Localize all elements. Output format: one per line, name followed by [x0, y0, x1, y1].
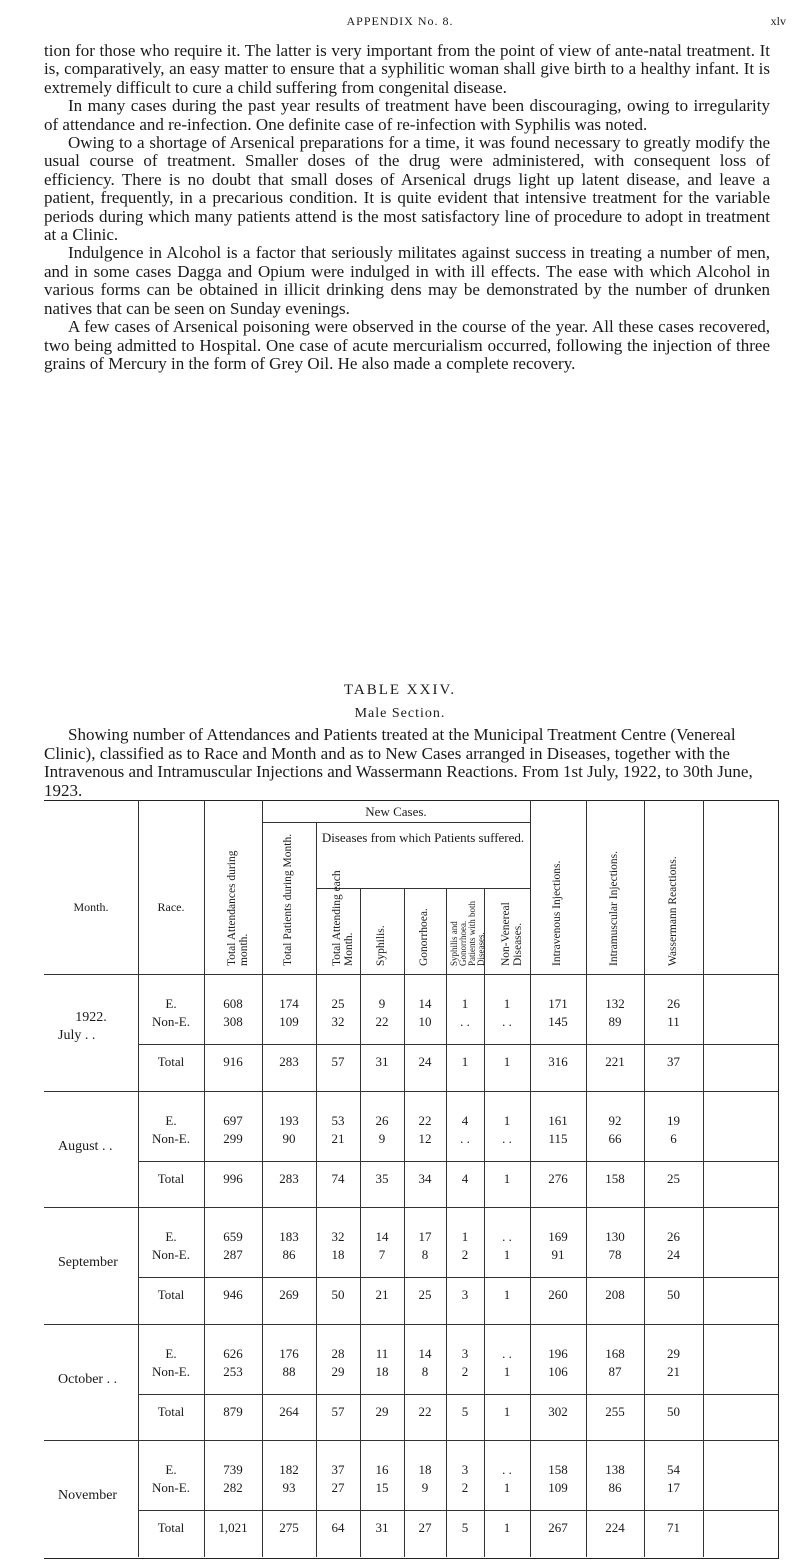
table-cell: 132 [605, 996, 625, 1011]
column-header: Wassermann Reactions. [666, 856, 679, 966]
table-cell: . . [502, 1462, 512, 1478]
table-cell: 1 [503, 1170, 511, 1186]
table-cell: 26 [667, 1229, 680, 1245]
table-cell: Non-E. [152, 1363, 190, 1379]
table-cell: Non-E. [152, 1247, 190, 1263]
table-cell: 25 [331, 996, 345, 1011]
table-cell: 169 [548, 1229, 568, 1245]
table-cell: 174 [279, 996, 299, 1011]
table-cell: 11 [667, 1014, 680, 1029]
table-cell: 916 [223, 1054, 243, 1069]
table-cell: 1 [503, 1054, 511, 1069]
table-cell: 91 [551, 1247, 565, 1263]
table-cell: 739 [223, 1462, 243, 1478]
table-cell: 87 [608, 1363, 622, 1379]
table-cell: 109 [279, 1014, 299, 1029]
table-cell: 1 [461, 1054, 469, 1069]
table-cell: 37 [331, 1462, 345, 1478]
table-cell: 14 [418, 996, 432, 1011]
table-cell: 276 [548, 1170, 568, 1186]
table-cell: 24 [667, 1247, 680, 1263]
month-label: July . . [58, 1028, 96, 1043]
table-cell: 158 [605, 1170, 625, 1186]
table-cell: 26 [667, 996, 680, 1011]
statistics-table [44, 800, 780, 1559]
table-cell: 17 [418, 1229, 432, 1245]
column-header: Intravenous Injections. [551, 860, 563, 966]
table-cell: 275 [279, 1520, 299, 1536]
table-cell: E. [165, 1345, 177, 1361]
table-cell: 22 [375, 1014, 389, 1029]
table-cell: 138 [605, 1462, 625, 1478]
table-caption: Showing number of Attendances and Patients treated at the Municipal Treatment Centre (Venereal Clinic), classified as to Race and Month and as to New Cases arranged in Diseases, together with the Intravenous and Intramuscular Injections and Wassermann Reactions. From 1st July, 1922, to 30th June, 1923. [44, 725, 753, 800]
table-cell: Total [157, 1287, 185, 1303]
table-title: TABLE XXIV. [343, 682, 457, 698]
table-cell: 32 [331, 1014, 345, 1029]
table-cell: . . [460, 1014, 470, 1029]
table-cell: 22 [418, 1403, 432, 1419]
table-cell: 26 [375, 1112, 389, 1128]
column-rule [360, 888, 361, 1557]
table-cell: 18 [375, 1363, 389, 1379]
table-cell: 86 [608, 1480, 622, 1496]
table-cell: 283 [279, 1170, 299, 1186]
column-header: Diseases from which Patients suffered. [321, 830, 525, 845]
table-cell: Non-E. [152, 1480, 190, 1496]
table-cell: Non-E. [152, 1014, 190, 1029]
table-cell: 21 [331, 1130, 345, 1146]
table-cell: 34 [418, 1170, 432, 1186]
table-cell: 879 [223, 1403, 243, 1419]
table-cell: 299 [223, 1130, 243, 1146]
table-cell: 697 [223, 1112, 243, 1128]
table-cell: 260 [548, 1287, 568, 1303]
table-cell: 57 [331, 1054, 345, 1069]
table-cell: 193 [279, 1112, 299, 1128]
table-cell: 1 [503, 1520, 511, 1536]
table-cell: 24 [418, 1054, 432, 1069]
column-header: Total Patients during Month. [282, 833, 294, 966]
table-cell: 2 [461, 1363, 469, 1379]
table-cell: 224 [605, 1520, 625, 1536]
total-rule [138, 1394, 778, 1395]
table-cell: 255 [605, 1403, 625, 1419]
table-cell: 145 [548, 1014, 568, 1029]
total-rule [138, 1044, 778, 1045]
table-cell: 54 [667, 1462, 680, 1478]
table-cell: 109 [548, 1480, 568, 1496]
table-cell: 287 [223, 1247, 243, 1263]
block-rule [44, 1207, 778, 1208]
column-header: Total Attending each Month. [331, 870, 355, 966]
table-cell: 282 [223, 1480, 243, 1496]
table-cell: 32 [331, 1229, 345, 1245]
column-rule [703, 800, 704, 1557]
table-cell: 22 [418, 1112, 432, 1128]
table-cell: 74 [331, 1170, 345, 1186]
table-cell: 64 [331, 1520, 345, 1536]
table-cell: 29 [331, 1363, 345, 1379]
table-cell: 182 [279, 1462, 299, 1478]
table-cell: 3 [461, 1462, 469, 1478]
table-cell: Total [157, 1403, 185, 1419]
table-cell: 53 [331, 1112, 345, 1128]
table-cell: 25 [667, 1170, 680, 1186]
month-label: August . . [58, 1138, 113, 1154]
table-cell: 267 [548, 1520, 568, 1536]
table-cell: 996 [223, 1170, 243, 1186]
table-cell: 27 [418, 1520, 432, 1536]
table-cell: 1 [503, 996, 511, 1011]
table-cell: 1,021 [218, 1520, 248, 1536]
table-cell: 15 [375, 1480, 389, 1496]
column-rule [484, 888, 485, 1557]
table-cell: 608 [223, 996, 243, 1011]
table-cell: E. [165, 1462, 177, 1478]
table-cell: 90 [282, 1130, 296, 1146]
table-cell: 35 [375, 1170, 389, 1186]
column-header: Race. [157, 900, 185, 914]
table-cell: 302 [548, 1403, 568, 1419]
table-cell: 2 [461, 1480, 469, 1496]
table-cell: 92 [608, 1112, 622, 1128]
table-cell: 3 [461, 1345, 469, 1361]
table-cell: 168 [605, 1345, 625, 1361]
total-rule [138, 1510, 778, 1511]
table-cell: 308 [223, 1014, 243, 1029]
table-cell: Non-E. [152, 1130, 190, 1146]
table-cell: E. [165, 996, 177, 1011]
table-cell: 18 [331, 1247, 345, 1263]
column-header: Total Attendances during month. [226, 850, 250, 966]
table-cell: 21 [667, 1363, 680, 1379]
table-cell: 86 [282, 1247, 296, 1263]
column-header: New Cases. [365, 804, 427, 819]
table-cell: . . [502, 1130, 512, 1146]
table-cell: 1 [503, 1287, 511, 1303]
table-subtitle: Male Section. [354, 706, 446, 721]
table-cell: 2 [461, 1247, 469, 1263]
table-cell: 27 [331, 1480, 345, 1496]
table-cell: 16 [375, 1462, 389, 1478]
page-number: xlv [770, 14, 786, 28]
table-cell: 11 [375, 1345, 389, 1361]
column-header: Gonorrhoea. [418, 908, 430, 966]
table-cell: 171 [548, 996, 568, 1011]
month-year: 1922. [75, 1010, 107, 1025]
header-rule [262, 822, 530, 823]
table-cell: . . [502, 1014, 512, 1029]
table-cell: 208 [605, 1287, 625, 1303]
table-cell: 316 [548, 1054, 568, 1069]
table-cell: Total [157, 1520, 185, 1536]
table-cell: 626 [223, 1345, 243, 1361]
column-header: Syphilis. [375, 925, 387, 966]
table-cell: 50 [331, 1287, 345, 1303]
table-cell: 29 [375, 1403, 389, 1419]
table-cell: 19 [667, 1112, 680, 1128]
table-cell: 12 [418, 1130, 432, 1146]
total-rule [138, 1277, 778, 1278]
table-cell: 29 [667, 1345, 680, 1361]
table-cell: 1 [461, 996, 469, 1011]
table-cell: 21 [375, 1287, 389, 1303]
table-cell: 5 [461, 1403, 469, 1419]
total-rule [138, 1161, 778, 1162]
table-cell: 283 [279, 1054, 299, 1069]
table-cell: 10 [418, 1014, 432, 1029]
table-cell: . . [502, 1345, 512, 1361]
table-cell: 183 [279, 1229, 299, 1245]
table-cell: 50 [667, 1403, 680, 1419]
table-cell: 14 [418, 1345, 432, 1361]
column-header: Non-Venereal Diseases. [500, 902, 524, 966]
paragraph: tion for those who require it. The latter is very important from the point of view of ante-natal treatment. It is, comparatively, an easy matter to ensure that a syphilitic woman shall give birth to a healthy infant. It is extremely difficult to cure a child suffering from congenital disease. [44, 41, 770, 97]
column-header: Month. [73, 900, 109, 914]
month-label: October . . [58, 1371, 118, 1387]
paragraph: A few cases of Arsenical poisoning were observed in the course of the year. All these cases recovered, two being admitted to Hospital. One case of acute mercurialism occurred, following the injection of three grains of Mercury in the form of Grey Oil. He also made a complete recovery. [44, 317, 770, 373]
table-cell: . . [502, 1229, 512, 1245]
table-cell: 1 [503, 1112, 511, 1128]
month-label: November [58, 1488, 118, 1504]
table-cell: 130 [605, 1229, 625, 1245]
block-rule [44, 1324, 778, 1325]
table-cell: 5 [461, 1520, 469, 1536]
table-cell: 8 [421, 1363, 429, 1379]
table-cell: 25 [418, 1287, 432, 1303]
table-cell: 253 [223, 1363, 243, 1379]
paragraph: In many cases during the past year results of treatment have been discouraging, owing to irregularity of attendance and re-infection. One definite case of re-infection with Syphilis was noted. [44, 96, 770, 134]
table-cell: 269 [279, 1287, 299, 1303]
table-cell: 78 [608, 1247, 622, 1263]
column-rule [446, 888, 447, 1557]
table-cell: 9 [378, 996, 386, 1011]
block-rule [44, 1091, 778, 1092]
column-header: Syphilis and Gonorrhoea. Patients with both Diseases. [449, 901, 486, 966]
table-cell: 176 [279, 1345, 299, 1361]
table-cell: 9 [421, 1480, 429, 1496]
table-cell: 4 [461, 1170, 469, 1186]
table-cell: 37 [667, 1054, 680, 1069]
table-cell: 1 [461, 1229, 469, 1245]
table-cell: 4 [461, 1112, 469, 1128]
table-cell: 221 [605, 1054, 625, 1069]
column-rule [316, 822, 317, 1557]
table-cell: 161 [548, 1112, 568, 1128]
column-rule [404, 888, 405, 1557]
table-cell: 9 [378, 1130, 386, 1146]
body-text [44, 42, 770, 373]
table-cell: 1 [503, 1363, 511, 1379]
table-cell: 6 [670, 1130, 677, 1146]
month-label: September [58, 1255, 118, 1271]
table-cell: 196 [548, 1345, 568, 1361]
page-header [0, 14, 800, 34]
table-cell: Total [157, 1054, 185, 1069]
paragraph: Indulgence in Alcohol is a factor that seriously militates against success in treating a number of men, and in some cases Dagga and Opium were indulged in with ill effects. The ease with which Alcohol in various forms can be obtained in illicit drinking dens may be demonstrated by the number of drunken natives that can be seen on Sunday evenings. [44, 243, 770, 318]
table-cell: E. [165, 1112, 177, 1128]
block-rule [44, 1440, 778, 1441]
table-cell: Total [157, 1170, 185, 1186]
table-cell: 93 [282, 1480, 296, 1496]
appendix-title: APPENDIX No. 8. [346, 14, 454, 28]
table-cell: 31 [375, 1520, 389, 1536]
table-cell: 1 [503, 1480, 511, 1496]
table-cell: 18 [418, 1462, 432, 1478]
table-cell: 106 [548, 1363, 568, 1379]
table-cell: 8 [421, 1247, 429, 1263]
table-cell: 89 [608, 1014, 622, 1029]
header-rule [44, 974, 778, 975]
table-cell: 71 [667, 1520, 680, 1536]
table-cell: 66 [608, 1130, 622, 1146]
table-cell: 57 [331, 1403, 345, 1419]
table-cell: 158 [548, 1462, 568, 1478]
table-cell: 88 [282, 1363, 296, 1379]
table-cell: 31 [375, 1054, 389, 1069]
table-cell: 659 [223, 1229, 243, 1245]
table-cell: 1 [503, 1403, 511, 1419]
table-cell: 7 [378, 1247, 386, 1263]
table-cell: 115 [548, 1130, 568, 1146]
table-cell: E. [165, 1229, 177, 1245]
table-cell: 14 [375, 1229, 389, 1245]
table-cell: 17 [667, 1480, 680, 1496]
table-cell: 50 [667, 1287, 680, 1303]
paragraph: Owing to a shortage of Arsenical preparations for a time, it was found necessary to greatly modify the usual course of treatment. Smaller doses of the drug were administered, with consequent loss of efficiency. There is no doubt that small doses of Arsenical drugs light up latent disease, and leave a patient, frequently, in a precarious condition. It is quite evident that intensive treatment for the variable periods during which many patients attend is the most satisfactory line of procedure to adopt in treatment at a Clinic. [44, 133, 770, 245]
table-cell: 3 [461, 1287, 469, 1303]
table-cell: 946 [223, 1287, 243, 1303]
table-cell: . . [460, 1130, 470, 1146]
column-header: Intramuscular Injections. [608, 851, 620, 966]
table-cell: 28 [331, 1345, 345, 1361]
table-cell: 264 [279, 1403, 299, 1419]
table-cell: 1 [503, 1247, 511, 1263]
